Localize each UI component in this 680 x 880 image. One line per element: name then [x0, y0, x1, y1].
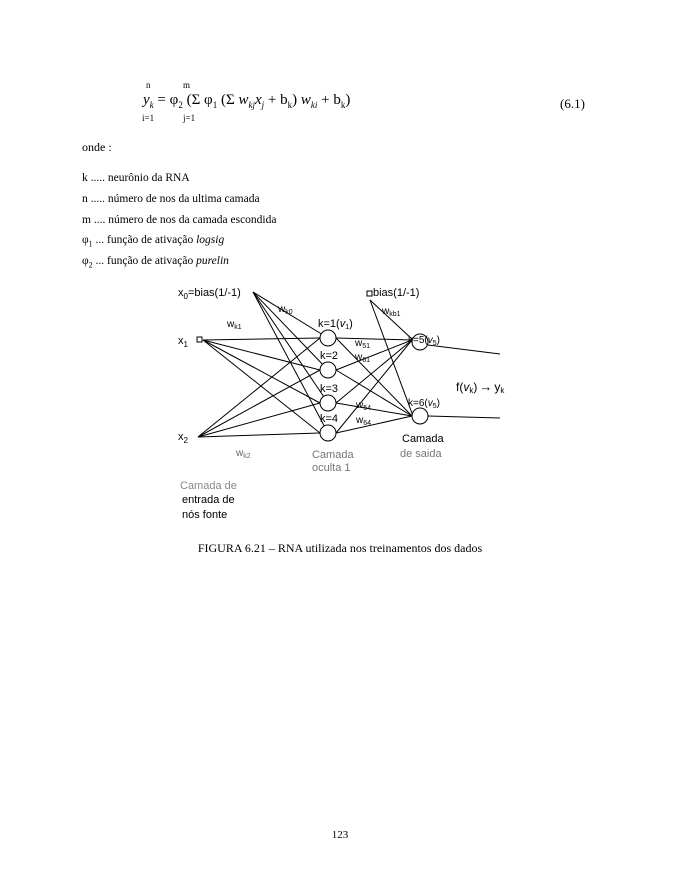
output-layer-label-1: Camada [402, 433, 444, 445]
definition-symbol: φ [82, 255, 89, 268]
eq-xj-sub: j [261, 100, 265, 110]
eq-phi2-sub: 2 [178, 100, 183, 110]
input-bias-label: $x_0=bias(1/-1)$ [178, 287, 241, 301]
edge-x1-k2 [203, 340, 320, 370]
arrow-right-icon: → [479, 379, 493, 394]
definition-symbol: k [82, 172, 88, 184]
input-layer-label-1: Camada de [180, 480, 237, 492]
edge-x2-k4 [198, 433, 320, 437]
edge-x2-k3 [198, 403, 320, 437]
edge-x1-k3 [203, 340, 320, 403]
x2-label: $x_2$ [178, 431, 188, 445]
definition-text: ..... neurônio da RNA [87, 172, 190, 184]
equation-lower-j: j=1 [183, 113, 196, 123]
eq-bk2-sub: k [340, 100, 346, 110]
w61-label: $w_{61}$ [355, 352, 371, 364]
k3-label: k=3 [320, 383, 339, 395]
edge-k1-k5 [336, 338, 412, 340]
node-k4 [320, 425, 336, 441]
edge-bias-k5 [370, 300, 413, 340]
edge-x2-k1 [198, 338, 320, 437]
definition-symbol: n [82, 192, 88, 205]
eq-phi1: φ [204, 92, 213, 108]
definition-symbol: φ [82, 234, 89, 247]
eq-xj: x [254, 92, 262, 108]
equation-upper-n: n [146, 80, 151, 90]
x1-label: $x_1$ [178, 335, 188, 349]
activation-output-label: f(vk) → yk [456, 379, 505, 395]
eq-phi2: φ [169, 92, 179, 108]
wk2-label: $w_{k2}$ [236, 448, 251, 460]
node-k3 [320, 395, 336, 411]
k4-label: k=4 [320, 413, 339, 425]
node-bias-marker [367, 291, 372, 296]
wk1-label: $w_{k1}$ [227, 319, 242, 331]
definition-italic: logsig [196, 234, 225, 247]
onde-label: onde : [82, 140, 112, 154]
k6-label: $k=6(v_5)$ [408, 398, 440, 410]
edge-x1-k1 [203, 338, 320, 340]
eq-sum1: Σ [191, 92, 201, 108]
eq-phi1-sub: 1 [212, 100, 218, 110]
eq-wkj: w [238, 92, 249, 108]
eq-bk2: b [333, 92, 341, 108]
eq-bk1: b [280, 92, 288, 108]
definition-symbol-sub: 2 [88, 260, 93, 270]
wkb1-label: $w_{kb1}$ [382, 306, 401, 318]
output-line-1 [428, 345, 500, 354]
definition-text: ..... número de nos da ultima camada [87, 192, 260, 205]
equation-6-1: $y_k = \varphi_2$ (Σ $\varphi_1$ (Σ $w_{kj}x_j + b_k$) $w_{ki} + b_k$) [143, 92, 351, 110]
eq-wkj-sub: kj [248, 100, 255, 110]
eq-wki: w [300, 92, 311, 108]
k2-label: k=2 [320, 350, 339, 362]
definition-text: .... número de nos da camada escondida [90, 213, 277, 226]
figure-caption: FIGURA 6.21 – RNA utilizada nos treinamentos dos dados [197, 541, 483, 555]
input-layer-label-3: nós fonte [182, 509, 228, 521]
edge-x2-k2 [198, 370, 320, 437]
definition-symbol: m [82, 213, 91, 226]
definition-text: ... função de ativação [92, 234, 197, 247]
node-k2 [320, 362, 336, 378]
eq-bk1-sub: k [287, 100, 293, 110]
node-k6 [412, 408, 428, 424]
hidden-layer-label-2: oculta 1 [312, 462, 351, 474]
definition-text: ... função de ativação [92, 255, 197, 268]
input-layer-label-2: entrada de [182, 494, 235, 506]
equation-number: (6.1) [560, 96, 585, 111]
page-number: 123 [331, 829, 349, 841]
edge-k2-k5 [336, 340, 412, 370]
eq-sum2: Σ [225, 92, 235, 108]
connections [198, 292, 500, 437]
k5-label: $k=5(v_5)$ [408, 335, 440, 347]
hidden-bias-label: bias(1/-1) [373, 287, 420, 299]
output-layer-label-2: de saida [400, 448, 442, 460]
equation-lower-i: i=1 [142, 113, 155, 123]
output-line-2 [428, 416, 500, 418]
hidden-layer-label-1: Camada [312, 449, 354, 461]
w51-label: $w_{51}$ [355, 338, 371, 350]
definition-symbol-sub: 1 [88, 239, 93, 249]
eq-wki-sub: ki [310, 100, 318, 110]
eq-y-sub: k [149, 100, 154, 110]
w64-label: $w_{64}$ [356, 415, 372, 427]
k1-label: k=1(v1) [318, 318, 353, 331]
equation-upper-m: m [183, 80, 191, 90]
eq-y: y [143, 92, 150, 108]
node-k1 [320, 330, 336, 346]
wk0-label: $w_{k0}$ [278, 304, 293, 316]
node-x1-marker [197, 337, 202, 342]
definition-italic: purelin [196, 255, 229, 268]
w54-label: $w_{54}$ [356, 400, 372, 412]
